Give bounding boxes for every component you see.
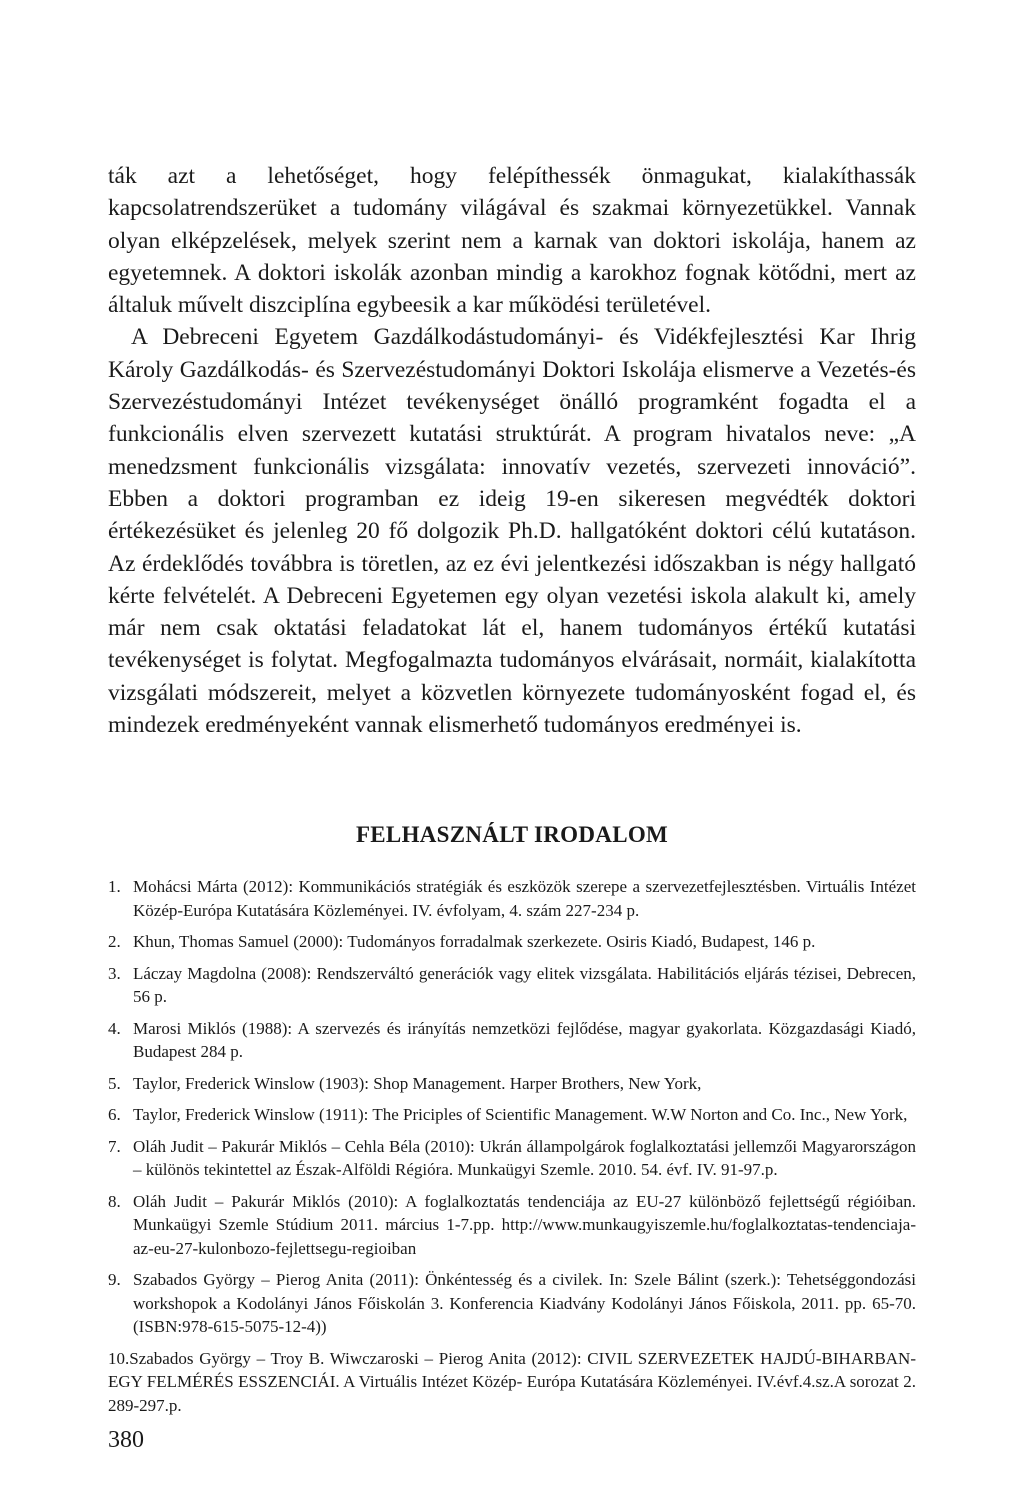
page-number: 380: [108, 1427, 144, 1453]
reference-item: [108, 1072, 916, 1096]
reference-item: [108, 1017, 916, 1064]
reference-number: 8.: [108, 1191, 121, 1211]
reference-text: Marosi Miklós (1988): A szervezés és irányítás nemzetközi fejlődése, magyar gyakorlata. Közgazdasági Kiadó, Budapest 284 p.: [133, 1018, 916, 1062]
body-paragraph: ták azt a lehetőséget, hogy felépíthessék önmagukat, kialakíthassák kapcsolatrendszerüket a tudomány világával és szakmai környezetükkel. Vannak olyan elképzelések, melyek szerint nem a karnak van doktori iskolája, hanem az egyetemnek. A doktori iskolák azonban mindig a karokhoz fognak kötődni, mert az általuk művelt diszciplína egybeesik a kar működési területével.: [108, 163, 916, 319]
reference-text: Szabados György – Pierog Anita (2011): Önkéntesség és a civilek. In: Szele Bálint (szerk.): Tehetséggondozási workshopok a Kodolányi János Főiskolán 3. Konferencia Kiadvány Kodolányi János Főiskola, 2011. pp. 65-70. (ISBN:978-615-5075-12-4)): [133, 1270, 916, 1337]
reference-number: 4.: [108, 1018, 121, 1038]
reference-text: Taylor, Frederick Winslow (1911): The Priciples of Scientific Management. W.W Norton and Co. Inc., New York,: [133, 1105, 908, 1125]
reference-number: 5.: [108, 1073, 121, 1093]
reference-item: [108, 930, 916, 954]
references-heading: FELHASZNÁLT IRODALOM: [355, 822, 669, 848]
reference-number: 3.: [108, 963, 121, 983]
reference-list: [108, 875, 916, 1417]
reference-item: [108, 1190, 916, 1261]
reference-item: [108, 1347, 916, 1418]
body-paragraph: A Debreceni Egyetem Gazdálkodástudományi- és Vidékfejlesztési Kar Ihrig Károly Gazdálkodás- és Szervezéstudományi Doktori Iskolája elismerve a Vezetés-és Szervezéstudományi Intézet tevékenységet önálló programként fogadta el a funkcionális elven szervezett kutatási struktúrát. A program hivatalos neve: „A menedzsment funkcionális vizsgálata: innovatív vezetés, szervezeti innováció”. Ebben a doktori programban ez ideig 19-en sikeresen megvédték doktori értékezésüket és jelenleg 20 fő dolgozik Ph.D. hallgatóként doktori célú kutatáson. Az érdeklődés továbbra is töretlen, az ez évi jelentkezési időszakban is négy hallgató kérte felvételét. A Debreceni Egyetemen egy olyan vezetési iskola alakult ki, amely már nem csak oktatási feladatokat lát el, hanem tudományos értékű kutatási tevékenységet is folytat. Megfogalmazta tudományos elvárásait, normáit, kialakította vizsgálati módszereit, melyet a közvetlen környezete tudományosként fogad el, és mindezek eredményeként vannak elismerhető tudományos eredményei is.: [108, 324, 916, 739]
reference-text: Szabados György – Troy B. Wiwczaroski – Pierog Anita (2012): CIVIL SZERVEZETEK HAJDÚ-BIHARBAN-EGY FELMÉRÉS ESSZENCIÁI. A Virtuális Intézet Közép- Európa Kutatására Közleményei. IV.évf.4.sz.A sorozat 2. 289-297.p.: [108, 1348, 916, 1415]
reference-text: Láczay Magdolna (2008): Rendszerváltó generációk vagy elitek vizsgálata. Habilitációs eljárás tézisei, Debrecen, 56 p.: [133, 963, 916, 1007]
reference-item: [108, 875, 916, 922]
reference-number: 6.: [108, 1105, 121, 1125]
reference-number: 9.: [108, 1270, 121, 1290]
reference-text: Khun, Thomas Samuel (2000): Tudományos forradalmak szerkezete. Osiris Kiadó, Budapest, 146 p.: [133, 932, 816, 952]
reference-text: Oláh Judit – Pakurár Miklós (2010): A foglalkoztatás tendenciája az EU-27 különböző fejlettségű régióiban. Munkaügyi Szemle Stúdium 2011. március 1-7.pp. http://www.munkaugyiszemle.hu/foglalkoztatas-tendenciaja-az-eu-27-kulonbozo-fejlettsegu-regioiban: [133, 1191, 916, 1258]
reference-item: [108, 1268, 916, 1339]
reference-text: Oláh Judit – Pakurár Miklós – Cehla Béla (2010): Ukrán állampolgárok foglalkoztatási jellemzői Magyarországon – különös tekintettel az Észak-Alföldi Régióra. Munkaügyi Szemle. 2010. 54. évf. IV. 91-97.p.: [133, 1136, 916, 1180]
page-content: [108, 160, 916, 1425]
reference-text: Mohácsi Márta (2012): Kommunikációs stratégiák és eszközök szerepe a szervezetfejlesztésben. Virtuális Intézet Közép-Európa Kutatására Közleményei. IV. évfolyam, 4. szám 227-234 p.: [133, 877, 916, 920]
reference-item: [108, 1103, 916, 1127]
reference-item: [108, 962, 916, 1009]
body-text: [108, 160, 916, 741]
reference-number: 7.: [108, 1136, 121, 1156]
reference-number: 10.: [108, 1348, 130, 1368]
reference-item: [108, 1135, 916, 1182]
reference-number: 2.: [108, 932, 121, 952]
reference-number: 1.: [108, 877, 121, 897]
reference-text: Taylor, Frederick Winslow (1903): Shop Management. Harper Brothers, New York,: [133, 1073, 702, 1093]
